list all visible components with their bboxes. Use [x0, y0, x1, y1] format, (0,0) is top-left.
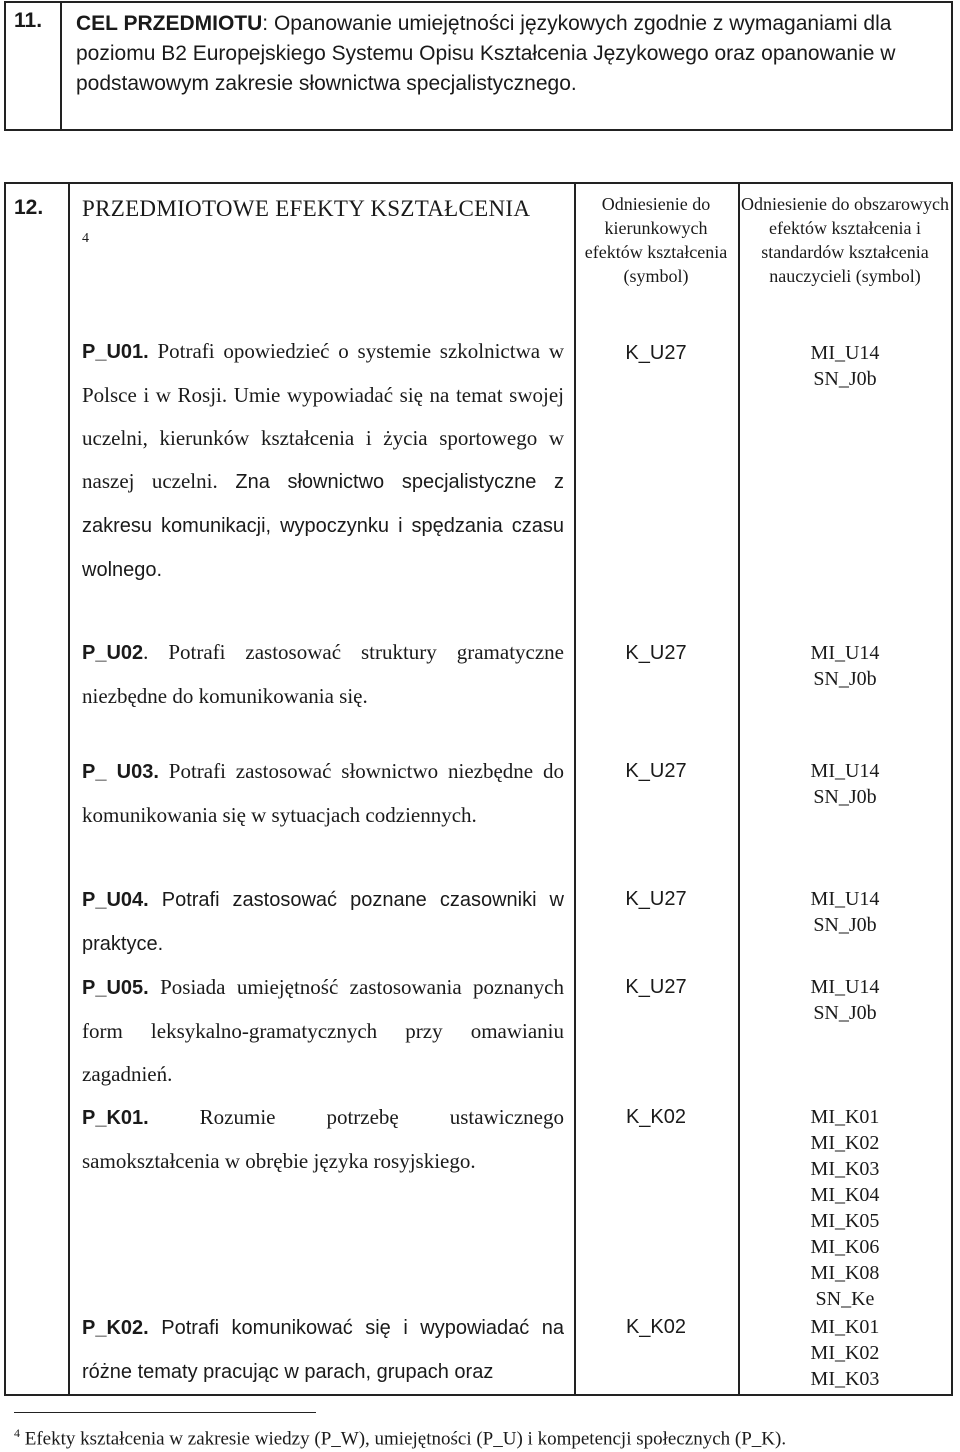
- outcome-row: [82, 1306, 564, 1394]
- outcome-code: P_ U03.: [82, 761, 159, 783]
- outcome-code: P_U01.: [82, 341, 149, 363]
- ref-kierunkowe: K_U27: [625, 342, 687, 364]
- section-11-box: [4, 1, 953, 131]
- footnote-rule: [14, 1412, 316, 1413]
- ref-kierunkowe: K_U27: [625, 888, 687, 910]
- ref-kierunkowe: K_U27: [625, 976, 687, 998]
- outcome-code: P_U02: [82, 642, 144, 664]
- outcome-text: Potrafi zastosować poznane czasowniki w praktyce.: [82, 889, 564, 955]
- footnote: [14, 1421, 786, 1451]
- outcome-text: Potrafi zastosować słownictwo niezbędne do komunikowania się w sytuacjach codziennych.: [82, 759, 564, 827]
- outcome-row: [82, 878, 564, 966]
- outcome-code: P_U04.: [82, 889, 149, 911]
- outcome-text: . Potrafi zastosować struktury gramatyczne niezbędne do komunikowania się.: [82, 640, 564, 708]
- outcome-text: Potrafi komunikować się i wypowiadać na różne tematy pracując w parach, grupach oraz: [82, 1317, 564, 1383]
- col-header-kierunkowe: Odniesienie do kierunkowych efektów kształcenia (symbol): [584, 194, 728, 286]
- ref-obszarowe: MI_U14 SN_J0b: [810, 888, 880, 936]
- outcome-row: [82, 966, 564, 1096]
- outcome-code: P_U05.: [82, 977, 149, 999]
- ref-kierunkowe: K_K02: [625, 1106, 687, 1128]
- outcome-row: [82, 1096, 564, 1183]
- ref-obszarowe: MI_U14 SN_J0b: [810, 760, 880, 808]
- section-12-table: [4, 182, 953, 1396]
- section-11-body: : Opanowanie umiejętności językowych zgodnie z wymaganiami dla poziomu B2 Europejskiego Systemu Opisu Kształcenia Językowego oraz opanowanie w podstawowym zakresie słownictwa specjalistycznego.: [76, 12, 896, 95]
- outcome-row: [82, 750, 564, 837]
- outcome-code: P_K02.: [82, 1317, 149, 1339]
- ref-obszarowe: MI_U14 SN_J0b: [810, 976, 880, 1024]
- table-divider: [68, 184, 70, 1394]
- outcome-row: [82, 631, 564, 718]
- ref-kierunkowe: K_K02: [625, 1316, 687, 1338]
- outcome-code: P_K01.: [82, 1107, 149, 1129]
- section-11-number: 11.: [6, 3, 62, 129]
- section-12-title-text: PRZEDMIOTOWE EFEKTY KSZTAŁCENIA: [82, 196, 529, 221]
- outcome-text: Rozumie potrzebę ustawicznego samokształcenia w obrębie języka rosyjskiego.: [82, 1105, 564, 1173]
- ref-obszarowe: MI_K01 MI_K02 MI_K03 MI_K04 MI_K05 MI_K06 MI_K08 SN_Ke: [810, 1106, 880, 1310]
- section-12-number: 12.: [14, 196, 44, 219]
- footnote-text: Efekty kształcenia w zakresie wiedzy (P_W), umiejętności (P_U) i kompetencji społecznych (P_K).: [20, 1428, 787, 1450]
- ref-kierunkowe: K_U27: [625, 760, 687, 782]
- ref-obszarowe: MI_U14 SN_J0b: [810, 342, 880, 390]
- outcome-text: Potrafi opowiedzieć o systemie szkolnictwa w Polsce i w Rosji. Umie wypowiadać się na temat swojej uczelni, kierunków kształcenia i życia sportowego w naszej uczelni.: [82, 339, 564, 493]
- section-11-text: [76, 9, 943, 99]
- ref-obszarowe: MI_K01 MI_K02 MI_K03: [810, 1316, 880, 1390]
- section-12-title: [82, 194, 542, 259]
- footnote-marker: 4: [14, 1426, 20, 1440]
- col-header-obszarowe: Odniesienie do obszarowych efektów kształcenia i standardów kształcenia nauczycieli (symbol): [741, 194, 949, 286]
- ref-obszarowe: MI_U14 SN_J0b: [810, 642, 880, 690]
- outcome-text: Posiada umiejętność zastosowania poznanych form leksykalno-gramatycznych przy omawianiu zagadnień.: [82, 975, 564, 1086]
- section-11-label: CEL PRZEDMIOTU: [76, 12, 263, 35]
- ref-kierunkowe: K_U27: [625, 642, 687, 664]
- outcome-text-2: Zna słownictwo specjalistyczne z zakresu komunikacji, wypoczynku i spędzania czasu wolnego.: [82, 471, 564, 581]
- footnote-ref: 4: [82, 231, 90, 246]
- outcome-row: [82, 330, 564, 592]
